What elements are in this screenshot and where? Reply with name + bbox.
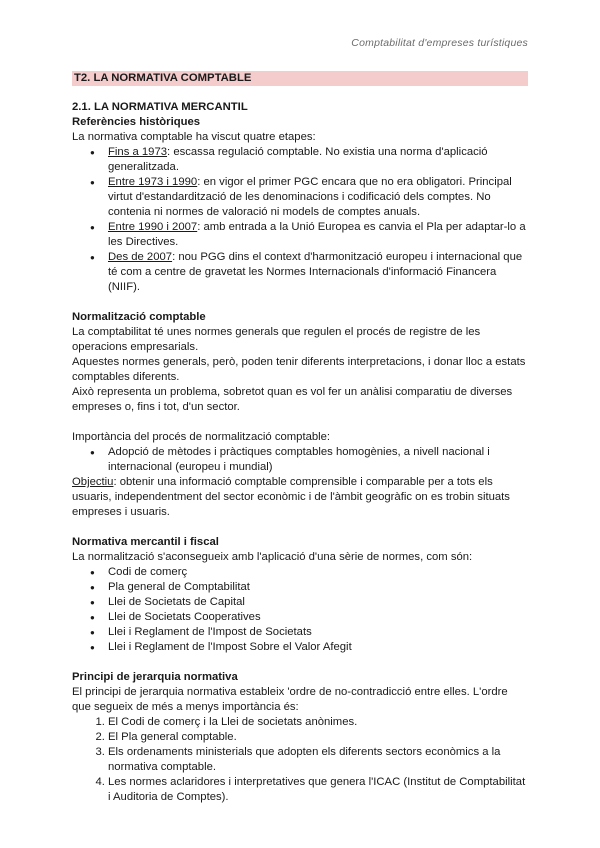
- hierarchy-list: [72, 715, 528, 805]
- stage-text: : en vigor el primer PGC encara que no era obligatori. Principal virtut d'estandardització de les denominacions i codificació dels comptes. No contenia ni normes de valoració ni models de comptes anuals.: [108, 176, 512, 218]
- stage-period: Entre 1973 i 1990: [108, 176, 198, 188]
- stage-text: : amb entrada a la Unió Europea es canvia el Pla per adaptar-lo a les Directives.: [108, 221, 526, 248]
- list-item: [108, 175, 528, 220]
- stages-list: [72, 145, 528, 295]
- list-item: ● Llei i Reglament de l'Impost Sobre el Valor Afegit: [108, 640, 528, 655]
- stage-period: Entre 1990 i 2007: [108, 221, 198, 233]
- list-item: ● Llei de Societats de Capital: [108, 595, 528, 610]
- list-item: [108, 220, 528, 250]
- importance-intro: Importància del procés de normalització comptable:: [72, 431, 331, 443]
- list-item: ● Llei de Societats Cooperatives: [108, 610, 528, 625]
- section-heading: 2.1. LA NORMATIVA MERCANTIL: [72, 101, 248, 113]
- subheading-historical: Referències històriques: [72, 116, 201, 128]
- hierarchy-intro: El principi de jerarquia normativa estableix 'ordre de no-contradicció entre elles. L'ordre que segueix de més a menys importància és:: [72, 686, 508, 713]
- list-item: [108, 250, 528, 295]
- page-title: T2. LA NORMATIVA COMPTABLE: [72, 71, 528, 86]
- fiscal-list: [72, 565, 528, 655]
- list-item: 2. El Pla general comptable.: [108, 730, 528, 745]
- subheading-normalization: Normalització comptable: [72, 311, 206, 323]
- running-header: Comptabilitat d'empreses turístiques: [351, 37, 528, 49]
- list-item: 4. Les normes aclaridores i interpretatives que genera l'ICAC (Institut de Comptabilitat i Auditoria de Comptes).: [108, 775, 528, 805]
- stage-text: : escassa regulació comptable. No existia una norma d'aplicació generalitzada.: [108, 146, 488, 173]
- importance-list: [72, 445, 528, 475]
- stage-period: Des de 2007: [108, 251, 173, 263]
- list-item: 1. El Codi de comerç i la Llei de societats anònimes.: [108, 715, 528, 730]
- fiscal-intro: La normalització s'aconsegueix amb l'aplicació d'una sèrie de normes, com són:: [72, 551, 473, 563]
- paragraph: La comptabilitat té unes normes generals que regulen el procés de registre de les operacions empresarials.: [72, 326, 481, 353]
- list-item: ● Llei i Reglament de l'Impost de Societats: [108, 625, 528, 640]
- objective-label: Objectiu: [72, 476, 114, 488]
- stage-text: : nou PGG dins el context d'harmonització europeu i internacional que té com a centre de gravetat les Normes Internacionals d'informació Financera (NIIF).: [108, 251, 523, 293]
- list-item: ● Codi de comerç: [108, 565, 528, 580]
- objective-paragraph: [72, 475, 528, 520]
- paragraph: Aquestes normes generals, però, poden tenir diferents interpretacions, i donar lloc a estats comptables diferents.: [72, 356, 526, 383]
- subheading-hierarchy: Principi de jerarquia normativa: [72, 671, 238, 683]
- list-item: [108, 145, 528, 175]
- stage-period: Fins a 1973: [108, 146, 168, 158]
- list-item: ● Pla general de Comptabilitat: [108, 580, 528, 595]
- paragraph: Això representa un problema, sobretot quan es vol fer un anàlisi comparatiu de diverses empreses o, fins i tot, d'un sector.: [72, 386, 513, 413]
- list-item: ● Adopció de mètodes i pràctiques comptables homogènies, a nivell nacional i internacional (europeu i mundial): [108, 445, 528, 475]
- stages-intro: La normativa comptable ha viscut quatre etapes:: [72, 131, 316, 143]
- objective-text: : obtenir una informació comptable comprensible i comparable per a tots els usuaris, independentment del sector econòmic i de l'àmbit geogràfic on es trobin situats empreses i usuaris.: [72, 476, 510, 518]
- subheading-fiscal: Normativa mercantil i fiscal: [72, 536, 219, 548]
- list-item: 3. Els ordenaments ministerials que adopten els diferents sectors econòmics a la normativa comptable.: [108, 745, 528, 775]
- document-body: [72, 71, 528, 805]
